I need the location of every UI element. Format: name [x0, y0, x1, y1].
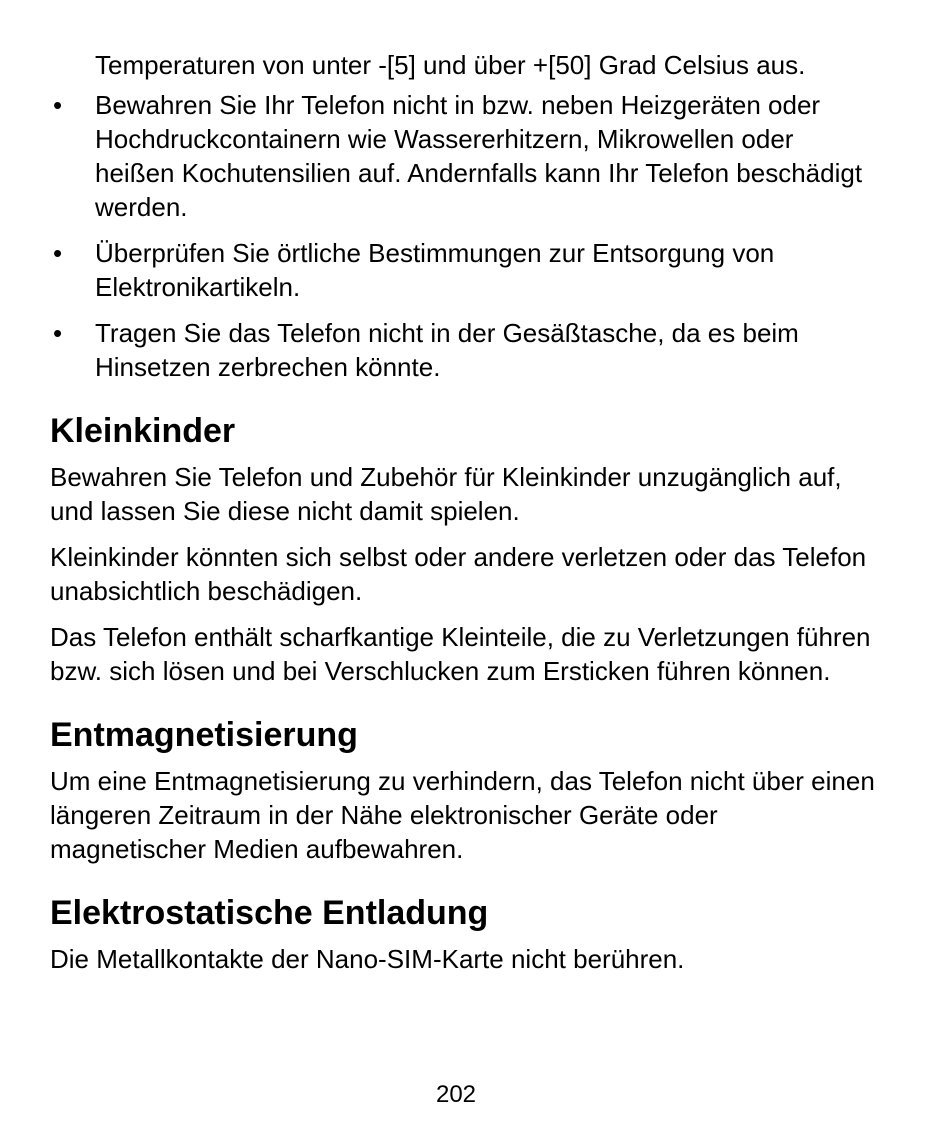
bullet-list [50, 88, 880, 384]
bullet-text: Überprüfen Sie örtliche Bestimmungen zur Entsorgung von Elektronikartikeln. [95, 238, 775, 302]
paragraph: Das Telefon enthält scharfkantige Kleinteile, die zu Verletzungen führen bzw. sich lösen und bei Verschlucken zum Ersticken führen können. [50, 622, 871, 686]
intro-continuation: Temperaturen von unter -[5] und über +[50] Grad Celsius aus. [95, 50, 806, 80]
section-heading: Kleinkinder [50, 412, 236, 450]
section-heading: Entmagnetisierung [50, 716, 358, 754]
bullet-item [50, 316, 880, 384]
bullet-item [50, 88, 880, 224]
bullet-icon: • [53, 90, 63, 120]
section-kleinkinder [50, 410, 880, 688]
page-number: 202 [435, 1081, 477, 1108]
section-heading: Elektrostatische Entladung [50, 894, 489, 932]
section-entmagnetisierung [50, 714, 880, 866]
bullet-icon: • [53, 238, 63, 268]
section-elektrostatische-entladung [50, 892, 880, 976]
document-page [50, 48, 880, 988]
bullet-item [50, 236, 880, 304]
paragraph: Kleinkinder könnten sich selbst oder andere verletzen oder das Telefon unabsichtlich beschädigen. [50, 542, 867, 606]
bullet-icon: • [53, 318, 63, 348]
bullet-text: Tragen Sie das Telefon nicht in der Gesäßtasche, da es beim Hinsetzen zerbrechen könnte. [95, 318, 799, 382]
bullet-text: Bewahren Sie Ihr Telefon nicht in bzw. neben Heizgeräten oder Hochdruckcontainern wie Wassererhitzern, Mikrowellen oder heißen Kochutensilien auf. Andernfalls kann Ihr Telefon beschädigt werden. [95, 90, 863, 222]
paragraph: Die Metallkontakte der Nano-SIM-Karte nicht berühren. [50, 944, 685, 974]
paragraph: Bewahren Sie Telefon und Zubehör für Kleinkinder unzugänglich auf, und lassen Sie diese nicht damit spielen. [50, 462, 842, 526]
paragraph: Um eine Entmagnetisierung zu verhindern, das Telefon nicht über einen längeren Zeitraum in der Nähe elektronischer Geräte oder magnetischer Medien aufbewahren. [50, 766, 875, 864]
